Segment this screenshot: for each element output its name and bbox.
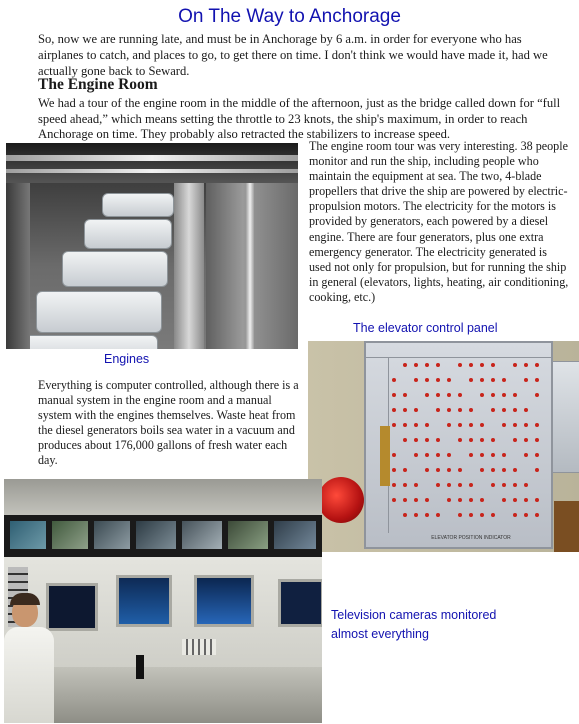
television-caption — [331, 606, 496, 644]
indicator-light — [425, 393, 429, 397]
indicator-light — [513, 408, 517, 412]
indicator-light — [469, 498, 473, 502]
indicator-light — [491, 453, 495, 457]
panel-nameplate: ELEVATOR POSITION INDICATOR — [431, 535, 511, 541]
indicator-light — [436, 378, 440, 382]
indicator-light — [524, 363, 528, 367]
indicator-light — [392, 378, 396, 382]
indicator-light — [403, 468, 407, 472]
camera-monitor — [136, 521, 176, 549]
section-heading: The Engine Room — [38, 76, 158, 93]
indicator-light — [502, 408, 506, 412]
indicator-light — [469, 453, 473, 457]
indicator-light — [414, 483, 418, 487]
panel-header-row — [366, 343, 551, 358]
camera-monitor — [182, 521, 222, 549]
indicator-light — [403, 423, 407, 427]
indicator-light — [436, 468, 440, 472]
indicator-light — [524, 378, 528, 382]
page-title: On The Way to Anchorage — [178, 6, 401, 27]
indicator-light — [513, 483, 517, 487]
camera-monitor — [228, 521, 268, 549]
indicator-light — [535, 378, 539, 382]
indicator-light — [491, 513, 495, 517]
indicator-light — [480, 498, 484, 502]
indicator-light — [491, 363, 495, 367]
indicator-light — [513, 438, 517, 442]
indicator-light — [491, 393, 495, 397]
indicator-light — [447, 468, 451, 472]
engine-room-photo — [6, 143, 298, 349]
indicator-light — [502, 468, 506, 472]
indicator-light — [513, 468, 517, 472]
engine-cylinder-cover — [36, 291, 162, 333]
wood-cabinet — [554, 501, 579, 552]
indicator-light — [502, 498, 506, 502]
vertical-pipe — [246, 183, 254, 349]
indicator-light — [524, 513, 528, 517]
camera-monitor — [94, 521, 130, 549]
indicator-light — [469, 438, 473, 442]
indicator-light — [425, 498, 429, 502]
indicator-light — [414, 363, 418, 367]
indicator-light — [535, 498, 539, 502]
engine-left-wall — [6, 183, 30, 349]
indicator-light — [513, 393, 517, 397]
indicator-light — [403, 438, 407, 442]
control-room-ceiling — [4, 479, 322, 519]
indicator-light — [535, 453, 539, 457]
indicator-light — [491, 468, 495, 472]
indicator-light — [480, 453, 484, 457]
indicator-light — [458, 408, 462, 412]
indicator-light — [447, 378, 451, 382]
indicator-light — [425, 378, 429, 382]
indicator-light — [535, 468, 539, 472]
indicator-light — [535, 363, 539, 367]
indicator-light — [436, 393, 440, 397]
indicator-light — [480, 438, 484, 442]
indicator-light — [425, 438, 429, 442]
indicator-light — [458, 363, 462, 367]
computer-paragraph: Everything is computer controlled, although there is a manual system in the engine room and a manual system with the engines themselves. Waste heat from the diesel generators boils sea water in a vacuum and produces about 176,000 gallons of fresh water each day. — [38, 378, 299, 468]
indicator-light — [524, 498, 528, 502]
indicator-light — [458, 423, 462, 427]
indicator-light — [502, 378, 506, 382]
indicator-light — [425, 453, 429, 457]
engine-cylinder-cover — [62, 251, 168, 287]
indicator-light — [447, 423, 451, 427]
indicator-light — [469, 513, 473, 517]
engine-cylinder-cover — [102, 193, 174, 217]
indicator-light — [414, 453, 418, 457]
indicator-light — [491, 408, 495, 412]
indicator-light — [458, 498, 462, 502]
indicator-light — [403, 498, 407, 502]
crew-member-hair — [10, 593, 40, 605]
ceiling-pipe — [6, 155, 298, 161]
indicator-light — [436, 363, 440, 367]
indicator-light — [491, 438, 495, 442]
indicator-light — [480, 363, 484, 367]
indicator-light — [425, 468, 429, 472]
radio-handset — [136, 655, 144, 679]
indicator-light — [480, 513, 484, 517]
indicator-light — [469, 378, 473, 382]
indicator-light — [524, 423, 528, 427]
indicator-light — [425, 363, 429, 367]
tour-paragraph: The engine room tour was very interesting. 38 people monitor and run the ship, including people who maintain the equipment at sea. The two, 4-blade propellers that drive the ship are powered by electric-propulsion motors. The electricity for the motors is provided by generators, each powered by a diesel engine. There are four generators, plus one extra emergency generator. The electricity generated is used not only for propulsion, but for running the ship in general (elevators, lights, heating, air conditioning, cooking, etc.) — [309, 139, 569, 304]
indicator-light — [513, 513, 517, 517]
indicator-light — [403, 408, 407, 412]
indicator-light — [524, 453, 528, 457]
indicator-light — [436, 513, 440, 517]
indicator-light — [436, 453, 440, 457]
indicator-light — [414, 513, 418, 517]
engines-caption: Engines — [104, 352, 150, 366]
indicator-light — [403, 513, 407, 517]
indicator-light — [436, 483, 440, 487]
indicator-light — [502, 393, 506, 397]
indicator-light — [447, 393, 451, 397]
indicator-light — [447, 408, 451, 412]
crew-member-uniform — [4, 627, 54, 723]
console-screen — [278, 579, 322, 627]
red-beacon-light — [318, 477, 364, 523]
indicator-light — [502, 423, 506, 427]
indicator-light — [403, 393, 407, 397]
indicator-light — [480, 393, 484, 397]
indicator-light — [392, 393, 396, 397]
ceiling-pipe — [6, 169, 298, 173]
console-screen — [116, 575, 172, 627]
indicator-light — [414, 423, 418, 427]
camera-monitor — [52, 521, 88, 549]
indicator-light — [414, 378, 418, 382]
indicator-light — [425, 423, 429, 427]
indicator-light — [491, 378, 495, 382]
intro-paragraph: So, now we are running late, and must be in Anchorage by 6 a.m. in order for everyone who has airplanes to catch, and places to go, to get there on time. I don't think we would have made it, had we actually gone back to Seward. — [38, 32, 548, 78]
indicator-light — [480, 423, 484, 427]
control-room-photo — [4, 479, 322, 723]
indicator-light — [392, 423, 396, 427]
crew-member — [4, 597, 54, 723]
brass-key-holder — [380, 426, 390, 486]
button-pad — [182, 639, 216, 655]
indicator-light — [502, 483, 506, 487]
indicator-light — [458, 513, 462, 517]
indicator-light — [414, 498, 418, 502]
side-panel — [552, 361, 579, 473]
indicator-light — [458, 468, 462, 472]
indicator-light — [436, 438, 440, 442]
indicator-light — [480, 468, 484, 472]
indicator-light — [535, 393, 539, 397]
camera-monitor-bank — [4, 515, 322, 557]
indicator-light — [524, 438, 528, 442]
console-screen — [194, 575, 254, 627]
indicator-light — [469, 408, 473, 412]
indicator-light — [414, 408, 418, 412]
indicator-light — [480, 378, 484, 382]
indicator-light — [535, 513, 539, 517]
indicator-light — [469, 363, 473, 367]
camera-monitor — [274, 521, 316, 549]
indicator-light — [458, 393, 462, 397]
television-caption-line: Television cameras monitored — [331, 608, 497, 622]
indicator-light-grid — [392, 363, 542, 529]
indicator-light — [447, 498, 451, 502]
indicator-light — [502, 453, 506, 457]
indicator-light — [414, 438, 418, 442]
indicator-light — [513, 498, 517, 502]
elevator-control-panel — [364, 341, 553, 549]
television-caption-line: almost everything — [331, 627, 429, 641]
indicator-light — [392, 498, 396, 502]
indicator-light — [458, 483, 462, 487]
indicator-light — [458, 438, 462, 442]
indicator-light — [469, 483, 473, 487]
elevator-panel-photo — [308, 341, 579, 552]
indicator-light — [403, 483, 407, 487]
indicator-light — [392, 468, 396, 472]
engine-cylinder-cover — [10, 335, 158, 349]
indicator-light — [392, 453, 396, 457]
indicator-light — [535, 438, 539, 442]
indicator-light — [436, 408, 440, 412]
indicator-light — [447, 483, 451, 487]
indicator-light — [524, 408, 528, 412]
camera-monitor — [10, 521, 46, 549]
indicator-light — [535, 423, 539, 427]
engine-ceiling — [6, 143, 298, 183]
indicator-light — [392, 483, 396, 487]
indicator-light — [447, 453, 451, 457]
engine-cylinder-cover — [84, 219, 172, 249]
indicator-light — [513, 423, 517, 427]
indicator-light — [425, 513, 429, 517]
indicator-light — [524, 483, 528, 487]
indicator-light — [469, 423, 473, 427]
indicator-light — [513, 363, 517, 367]
engine-walkway-rail — [174, 183, 204, 349]
indicator-light — [491, 483, 495, 487]
indicator-light — [403, 363, 407, 367]
elevator-caption: The elevator control panel — [353, 321, 498, 335]
indicator-light — [392, 408, 396, 412]
section-intro-paragraph: We had a tour of the engine room in the middle of the afternoon, just as the bridge called down for “full speed ahead,” which means setting the throttle to 23 knots, the ship's maximum, in order to reach Anchorage on time. They probably also retracted the stabilizers to increase speed. — [38, 96, 561, 141]
